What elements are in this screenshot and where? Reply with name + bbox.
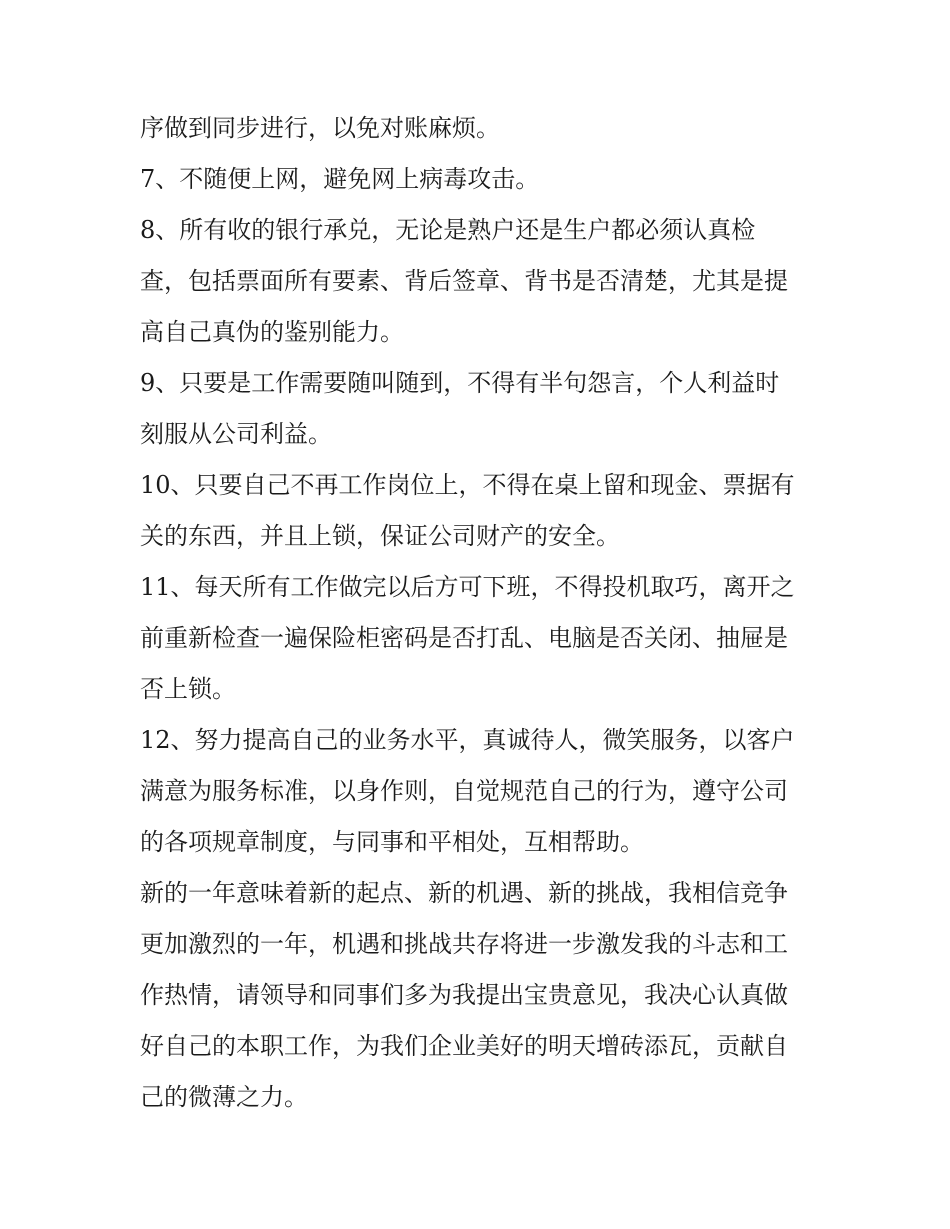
text-line: 12、努力提高自己的业务水平，真诚待人，微笑服务，以客户 bbox=[140, 726, 795, 754]
text-line: 新的一年意味着新的起点、新的机遇、新的挑战，我相信竞争 bbox=[140, 879, 788, 907]
text-line: 己的微薄之力。 bbox=[140, 1083, 308, 1111]
text-line: 8、所有收的银行承兑，无论是熟户还是生户都必须认真检 bbox=[140, 216, 756, 244]
text-line: 作热情，请领导和同事们多为我提出宝贵意见，我决心认真做 bbox=[140, 981, 788, 1009]
text-line: 满意为服务标准，以身作则，自觉规范自己的行为，遵守公司 bbox=[140, 777, 788, 805]
text-line: 7、不随便上网，避免网上病毒攻击。 bbox=[140, 165, 540, 193]
text-line: 的各项规章制度，与同事和平相处，互相帮助。 bbox=[140, 828, 644, 856]
text-line: 关的东西，并且上锁，保证公司财产的安全。 bbox=[140, 522, 620, 550]
text-line: 10、只要自己不再工作岗位上，不得在桌上留和现金、票据有 bbox=[140, 471, 795, 499]
text-line: 刻服从公司利益。 bbox=[140, 420, 332, 448]
text-line: 否上锁。 bbox=[140, 675, 236, 703]
text-line: 好自己的本职工作，为我们企业美好的明天增砖添瓦，贡献自 bbox=[140, 1032, 788, 1060]
text-line: 高自己真伪的鉴别能力。 bbox=[140, 318, 404, 346]
text-line: 11、每天所有工作做完以后方可下班，不得投机取巧，离开之 bbox=[140, 573, 795, 601]
text-line: 9、只要是工作需要随叫随到，不得有半句怨言，个人利益时 bbox=[140, 369, 780, 397]
text-line: 序做到同步进行，以免对账麻烦。 bbox=[140, 114, 500, 142]
text-line: 更加激烈的一年，机遇和挑战共存将进一步激发我的斗志和工 bbox=[140, 930, 788, 958]
text-line: 查，包括票面所有要素、背后签章、背书是否清楚，尤其是提 bbox=[140, 267, 788, 295]
text-line: 前重新检查一遍保险柜密码是否打乱、电脑是否关闭、抽屉是 bbox=[140, 624, 788, 652]
